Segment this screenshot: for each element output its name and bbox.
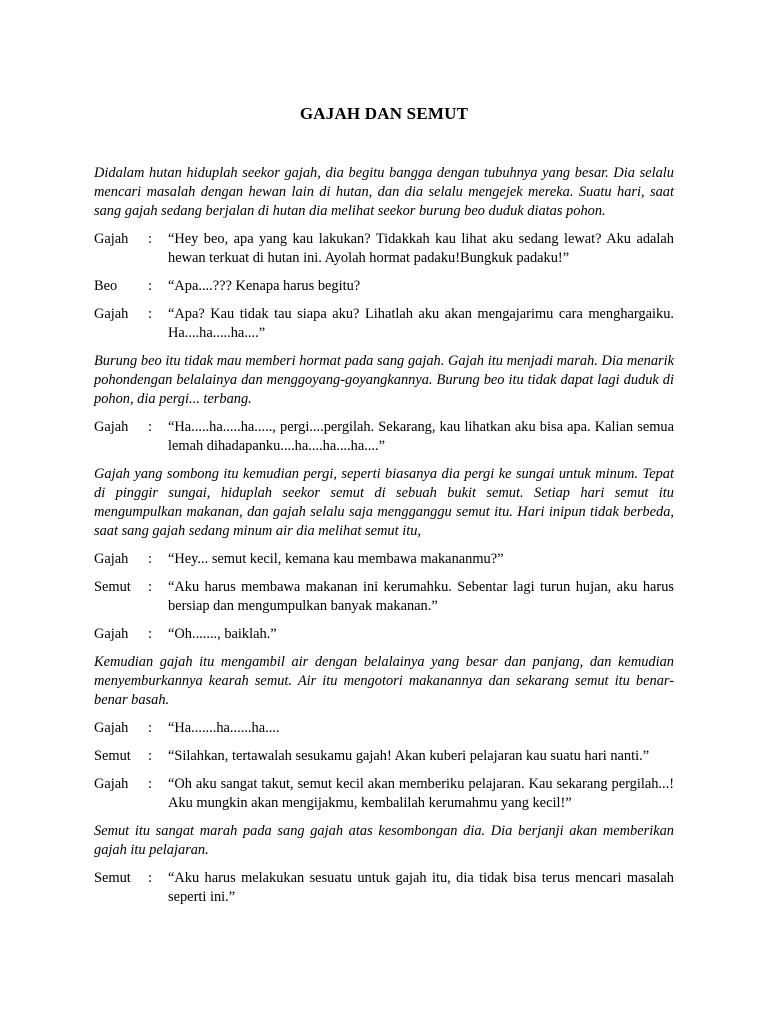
- dialogue-line: [94, 747, 674, 766]
- speaker-colon: :: [148, 776, 152, 792]
- speaker-name: Beo: [94, 278, 118, 294]
- dialogue-text: “Apa? Kau tidak tau siapa aku? Lihatlah aku akan mengajarimu cara menghargaiku. Ha....ha.....ha....”: [168, 306, 674, 341]
- speaker-colon: :: [148, 579, 152, 595]
- speaker-colon: :: [148, 419, 152, 435]
- narration-paragraph: Burung beo itu tidak mau memberi hormat pada sang gajah. Gajah itu menjadi marah. Dia menarik pohondengan belalainya dan menggoyang-goyangkannya. Burung beo itu tidak dapat lagi duduk di pohon, dia pergi... terbang.: [94, 353, 674, 407]
- dialogue-text: “Ha.......ha......ha....: [168, 720, 280, 736]
- dialogue-text: “Aku harus membawa makanan ini kerumahku. Sebentar lagi turun hujan, aku harus bersiap dan mengumpulkan banyak makanan.”: [168, 579, 674, 614]
- document-title: GAJAH DAN SEMUT: [299, 104, 469, 123]
- dialogue-text: “Oh......., baiklah.”: [168, 626, 277, 642]
- story-body: [94, 164, 674, 916]
- speaker-name: Semut: [94, 748, 131, 764]
- dialogue-line: [94, 230, 674, 268]
- speaker-colon: :: [148, 306, 152, 322]
- speaker-name: Semut: [94, 870, 131, 886]
- dialogue-text: “Oh aku sangat takut, semut kecil akan memberiku pelajaran. Kau sekarang pergilah...! Aku mungkin akan mengijakmu, kembalilah kerumahmu yang kecil!”: [168, 776, 674, 811]
- dialogue-text: “Aku harus melakukan sesuatu untuk gajah itu, dia tidak bisa terus mencari masalah seperti ini.”: [168, 870, 674, 905]
- speaker-name: Gajah: [94, 720, 129, 736]
- dialogue-line: [94, 625, 674, 644]
- speaker-colon: :: [148, 231, 152, 247]
- speaker-colon: :: [148, 551, 152, 567]
- dialogue-text: “Hey beo, apa yang kau lakukan? Tidakkah kau lihat aku sedang lewat? Aku adalah hewan terkuat di hutan ini. Ayolah hormat padaku!Bungkuk padaku!”: [168, 231, 674, 266]
- dialogue-line: [94, 719, 674, 738]
- dialogue-text: “Silahkan, tertawalah sesukamu gajah! Akan kuberi pelajaran kau suatu hari nanti.”: [168, 748, 650, 764]
- dialogue-line: [94, 305, 674, 343]
- speaker-name: Gajah: [94, 231, 129, 247]
- dialogue-line: [94, 277, 674, 296]
- narration-paragraph: Kemudian gajah itu mengambil air dengan belalainya yang besar dan panjang, dan kemudian menyemburkannya kearah semut. Air itu mengotori makanannya dan sekarang semut itu benar-benar basah.: [94, 654, 674, 708]
- speaker-colon: :: [148, 748, 152, 764]
- speaker-colon: :: [148, 626, 152, 642]
- dialogue-line: [94, 550, 674, 569]
- speaker-name: Semut: [94, 579, 131, 595]
- speaker-colon: :: [148, 720, 152, 736]
- speaker-name: Gajah: [94, 419, 129, 435]
- speaker-colon: :: [148, 278, 152, 294]
- narration-paragraph: Gajah yang sombong itu kemudian pergi, seperti biasanya dia pergi ke sungai untuk minum. Tepat di pinggir sungai, hiduplah seekor semut di sebuah bukit semut. Setiap hari semut itu mengumpulkan makanan, dan gajah selalu saja mengganggu semut itu. Hari inipun tidak berbeda, saat sang gajah sedang minum air dia melihat semut itu,: [94, 466, 674, 539]
- dialogue-line: [94, 869, 674, 907]
- dialogue-text: “Ha.....ha.....ha....., pergi....pergilah. Sekarang, kau lihatkan aku bisa apa. Kalian semua lemah dihadapanku....ha....ha....ha....”: [168, 419, 674, 454]
- dialogue-line: [94, 418, 674, 456]
- speaker-name: Gajah: [94, 776, 129, 792]
- speaker-name: Gajah: [94, 551, 129, 567]
- narration-paragraph: Didalam hutan hiduplah seekor gajah, dia begitu bangga dengan tubuhnya yang besar. Dia selalu mencari masalah dengan hewan lain di hutan, dan dia selalu mengejek mereka. Suatu hari, saat sang gajah sedang berjalan di hutan dia melihat seekor burung beo duduk diatas pohon.: [94, 165, 674, 219]
- dialogue-line: [94, 578, 674, 616]
- dialogue-text: “Hey... semut kecil, kemana kau membawa makananmu?”: [168, 551, 504, 567]
- narration-paragraph: Semut itu sangat marah pada sang gajah atas kesombongan dia. Dia berjanji akan memberikan gajah itu pelajaran.: [94, 823, 674, 858]
- speaker-name: Gajah: [94, 306, 129, 322]
- speaker-name: Gajah: [94, 626, 129, 642]
- dialogue-line: [94, 775, 674, 813]
- dialogue-text: “Apa....??? Kenapa harus begitu?: [168, 278, 361, 294]
- speaker-colon: :: [148, 870, 152, 886]
